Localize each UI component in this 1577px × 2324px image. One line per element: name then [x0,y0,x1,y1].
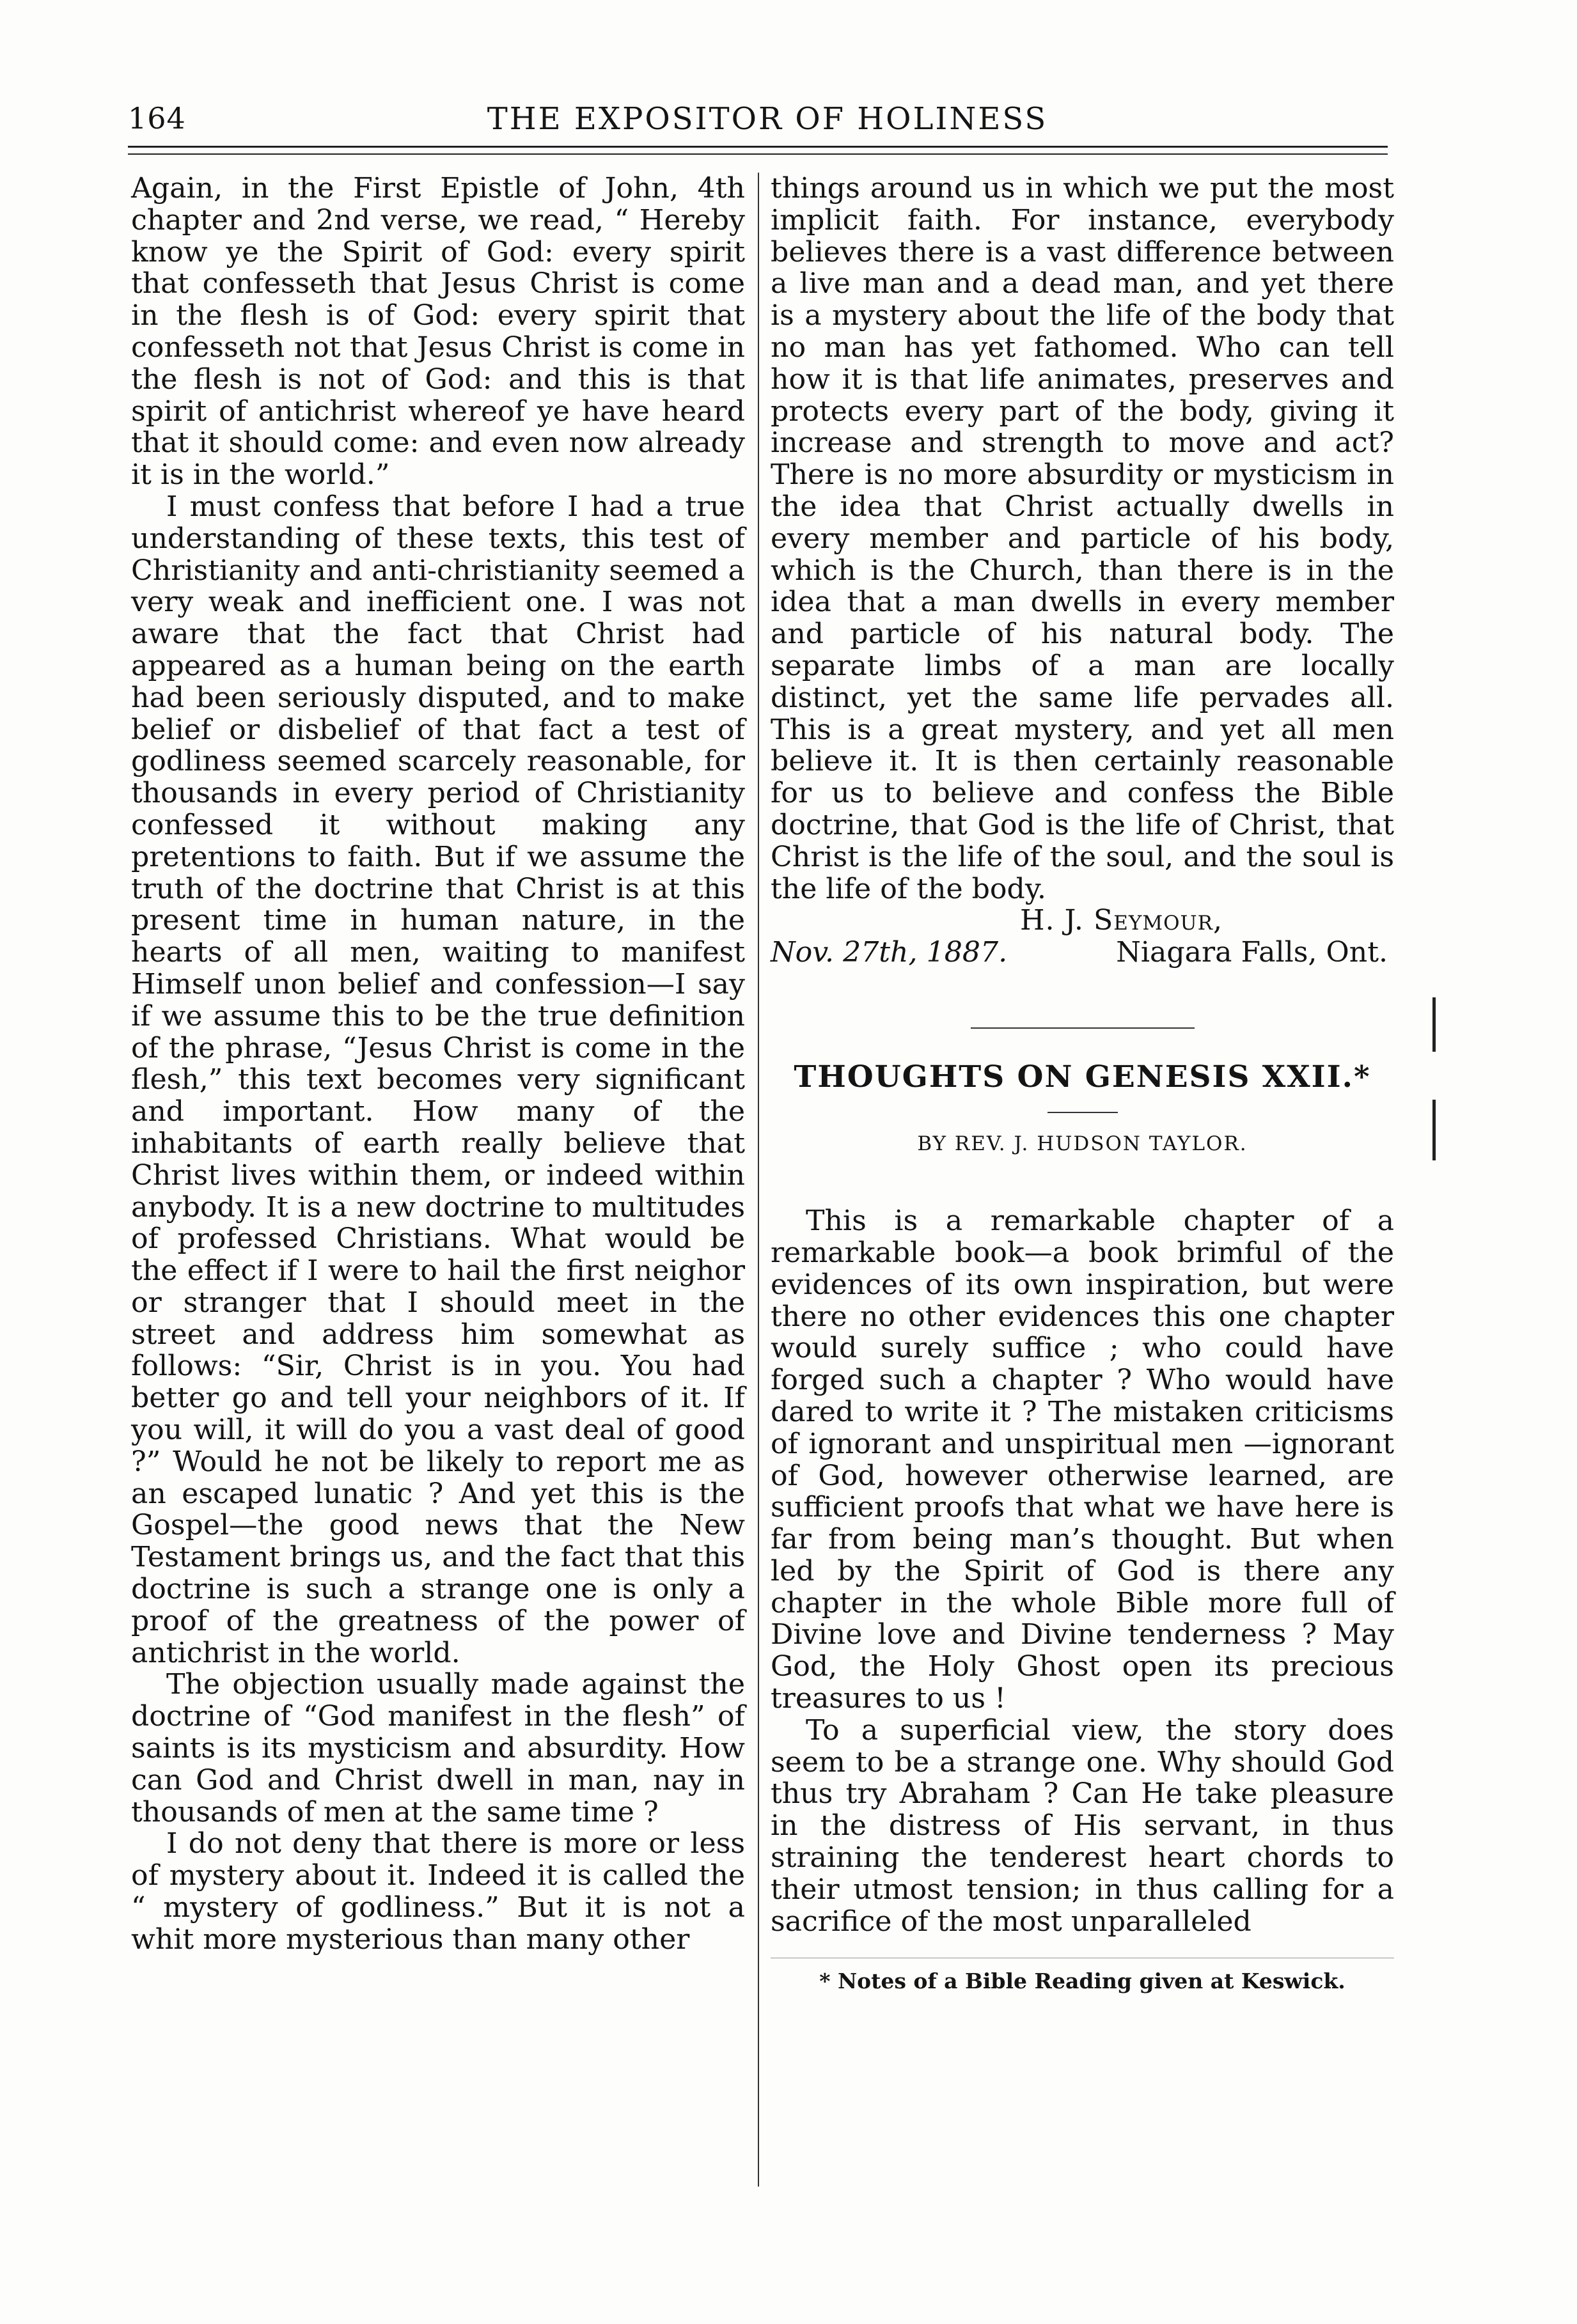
title-rule [1047,1112,1118,1113]
paragraph: I must confess that before I had a true understanding of these texts, this test of Christianity and anti-christianity seemed a very weak and inefficient one. I was not aware that the fact that Christ had appeared as a human being on the earth had been seriously disputed, and to make belief or disbelief of that fact a test of godliness seemed scarcely reasonable, for thousands in every period of Christianity confessed it without making any pretentions to faith. But if we assume the truth of the doctrine that Christ is at this present time in human nature, in the hearts of all men, waiting to manifest Himself unon belief and confession—I say if we assume this to be the true definition of the phrase, “Jesus Christ is come in the flesh,” this text becomes very significant and important. How many of the inhabitants of earth really believe that Christ lives within them, or indeed within anybody. It is a new doctrine to multitudes of professed Christians. What would be the effect if I were to hail the first neighor or stranger that I should meet in the street and address him somewhat as follows: “Sir, Christ is in you. You had better go and tell your neighbors of it. If you will, it will do you a vast deal of good ?” Would he not be likely to report me as an escaped lunatic ? And yet this is the Gospel—the good news that the New Testament brings us, and the fact that this doctrine is such a strange one is only a proof of the greatness of the power of antichrist in the world. [131,490,745,1669]
signature-line [771,905,1394,937]
paragraph: I do not deny that there is more or less of mystery about it. Indeed it is called the “ mystery of godliness.” But it is not a whit more mysterious than many other [131,1827,745,1956]
header-rule-second [128,153,1388,155]
paragraph: things around us in which we put the most implicit faith. For instance, everybody believes there is a vast difference between a live man and a dead man, and yet there is a mystery about the life of the body that no man has yet fathomed. Who can tell how it is that life animates, preserves and protects every part of the body, giving it increase and strength to move and act? There is no more absurdity or mysticism in the idea that Christ actually dwells in every member and particle of his body, which is the Church, than there is in the idea that a man dwells in every member and particle of his natural body. The separate limbs of a man are locally distinct, yet the same life pervades all. This is a great mystery, and yet all men believe it. It is then certainly reasonable for us to believe and confess the Bible doctrine, that God is the life of Christ, that Christ is the life of the soul, and the soul is the life of the body. [771,172,1394,905]
margin-mark [1432,1100,1436,1160]
page-header [128,96,1407,147]
letter-date: Nov. 27th, 1887. [771,936,1008,969]
dateline [771,937,1394,969]
author-signature: H. J. Seymour, [1020,904,1223,937]
running-title: THE EXPOSITOR OF HOLINESS [487,101,1048,137]
paragraph: This is a remarkable chapter of a remarkable book—a book brimful of the evidences of its own inspiration, but were there no other evidences this one chapter would surely suffice ; who could have forged such a chapter ? Who would have dared to write it ? The mistaken criticisms of ignorant and unspiritual men —ignorant of God, however otherwise learned, are sufficient proofs that what we have here is far from being man’s thought. But when led by the Spirit of God is there any chapter in the whole Bible more full of Divine love and Divine tenderness ? May God, the Holy Ghost open its precious treasures to us ! [771,1205,1394,1715]
left-column [131,173,745,1956]
right-column [771,173,1394,1994]
footnote: * Notes of a Bible Reading given at Keswick. [819,1969,1346,1994]
page-number: 164 [128,101,186,136]
margin-mark [1432,997,1436,1052]
paragraph: The objection usually made against the doctrine of “God manifest in the flesh” of saints is its mysticism and absurdity. How can God and Christ dwell in man, nay in thousands of men at the same time ? [131,1668,745,1829]
header-rule [128,146,1388,148]
column-divider [758,173,759,2187]
letter-place: Niagara Falls, Ont. [1116,936,1388,969]
section-divider [971,1027,1195,1029]
paragraph: To a superficial view, the story does seem to be a strange one. Why should God thus try Abraham ? Can He take pleasure in the distress of His servant, in thus straining the tenderest heart chords to their utmost tension; in thus calling for a sacrifice of the most unparalleled [771,1713,1394,1938]
paragraph: Again, in the First Epistle of John, 4th chapter and 2nd verse, we read, “ Hereby know ye the Spirit of God: every spirit that confesseth that Jesus Christ is come in the flesh is of God: every spirit that confesseth not that Jesus Christ is come in the flesh is not of God: and this is that spirit of antichrist whereof ye have heard that it should come: and even now already it is in the world.” [131,172,745,492]
article-byline: BY REV. J. HUDSON TAYLOR. [917,1132,1248,1156]
article-title: THOUGHTS ON GENESIS XXII.* [794,1059,1371,1095]
